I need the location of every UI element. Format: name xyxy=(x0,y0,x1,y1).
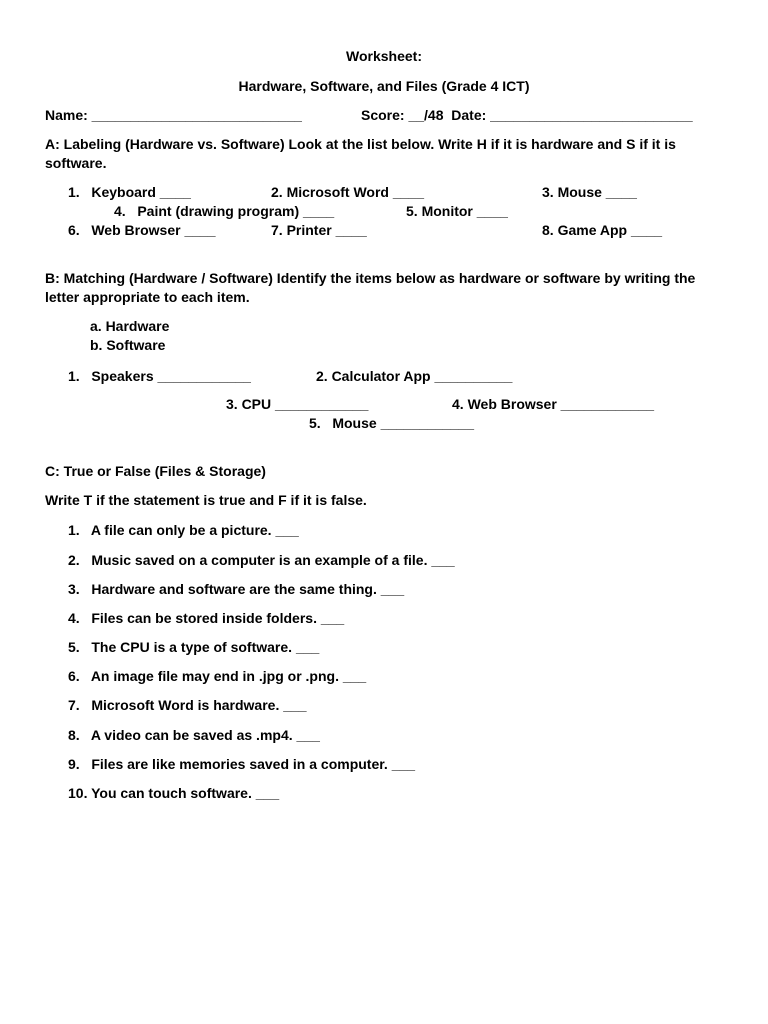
score-date-field: Score: __/48 Date: __________________________ xyxy=(361,107,693,123)
section-b-item: 1. Speakers ____________ xyxy=(68,368,251,384)
section-a-item: 6. Web Browser ____ xyxy=(68,222,216,238)
section-b-heading: B: Matching (Hardware / Software) Identify the items below as hardware or software by writing the letter appropriate to each item. xyxy=(45,270,696,305)
section-a-heading: A: Labeling (Hardware vs. Software) Look at the list below. Write H if it is hardware and S if it is software. xyxy=(45,136,676,171)
section-b-item: 3. CPU ____________ xyxy=(226,396,369,412)
section-b-option: a. Hardware xyxy=(90,318,170,334)
true-false-item: 9. Files are like memories saved in a computer. ___ xyxy=(68,756,416,772)
worksheet-title: Worksheet: xyxy=(346,48,422,64)
section-a-item: 4. Paint (drawing program) ____ xyxy=(114,203,335,219)
section-b-item: 4. Web Browser ____________ xyxy=(452,396,655,412)
section-b-item: 5. Mouse ____________ xyxy=(309,415,475,431)
true-false-item: 5. The CPU is a type of software. ___ xyxy=(68,639,320,655)
section-b-option: b. Software xyxy=(90,337,166,353)
true-false-item: 3. Hardware and software are the same thing. ___ xyxy=(68,581,405,597)
true-false-item: 8. A video can be saved as .mp4. ___ xyxy=(68,727,320,743)
section-c-heading: C: True or False (Files & Storage) xyxy=(45,463,266,479)
section-a-item: 7. Printer ____ xyxy=(271,222,367,238)
true-false-item: 7. Microsoft Word is hardware. ___ xyxy=(68,697,307,713)
section-c-instruction: Write T if the statement is true and F if it is false. xyxy=(45,492,367,508)
true-false-item: 6. An image file may end in .jpg or .png. ___ xyxy=(68,668,367,684)
true-false-item: 10. You can touch software. ___ xyxy=(68,785,280,801)
true-false-item: 2. Music saved on a computer is an example of a file. ___ xyxy=(68,552,455,568)
true-false-item: 4. Files can be stored inside folders. ___ xyxy=(68,610,345,626)
name-field: Name: ___________________________ xyxy=(45,107,302,123)
section-a-item: 2. Microsoft Word ____ xyxy=(271,184,425,200)
section-a-item: 1. Keyboard ____ xyxy=(68,184,191,200)
section-a-item: 5. Monitor ____ xyxy=(406,203,508,219)
section-a-item: 3. Mouse ____ xyxy=(542,184,637,200)
section-b-item: 2. Calculator App __________ xyxy=(316,368,513,384)
true-false-item: 1. A file can only be a picture. ___ xyxy=(68,522,299,538)
worksheet-subtitle: Hardware, Software, and Files (Grade 4 ICT) xyxy=(238,78,530,94)
section-a-item: 8. Game App ____ xyxy=(542,222,663,238)
